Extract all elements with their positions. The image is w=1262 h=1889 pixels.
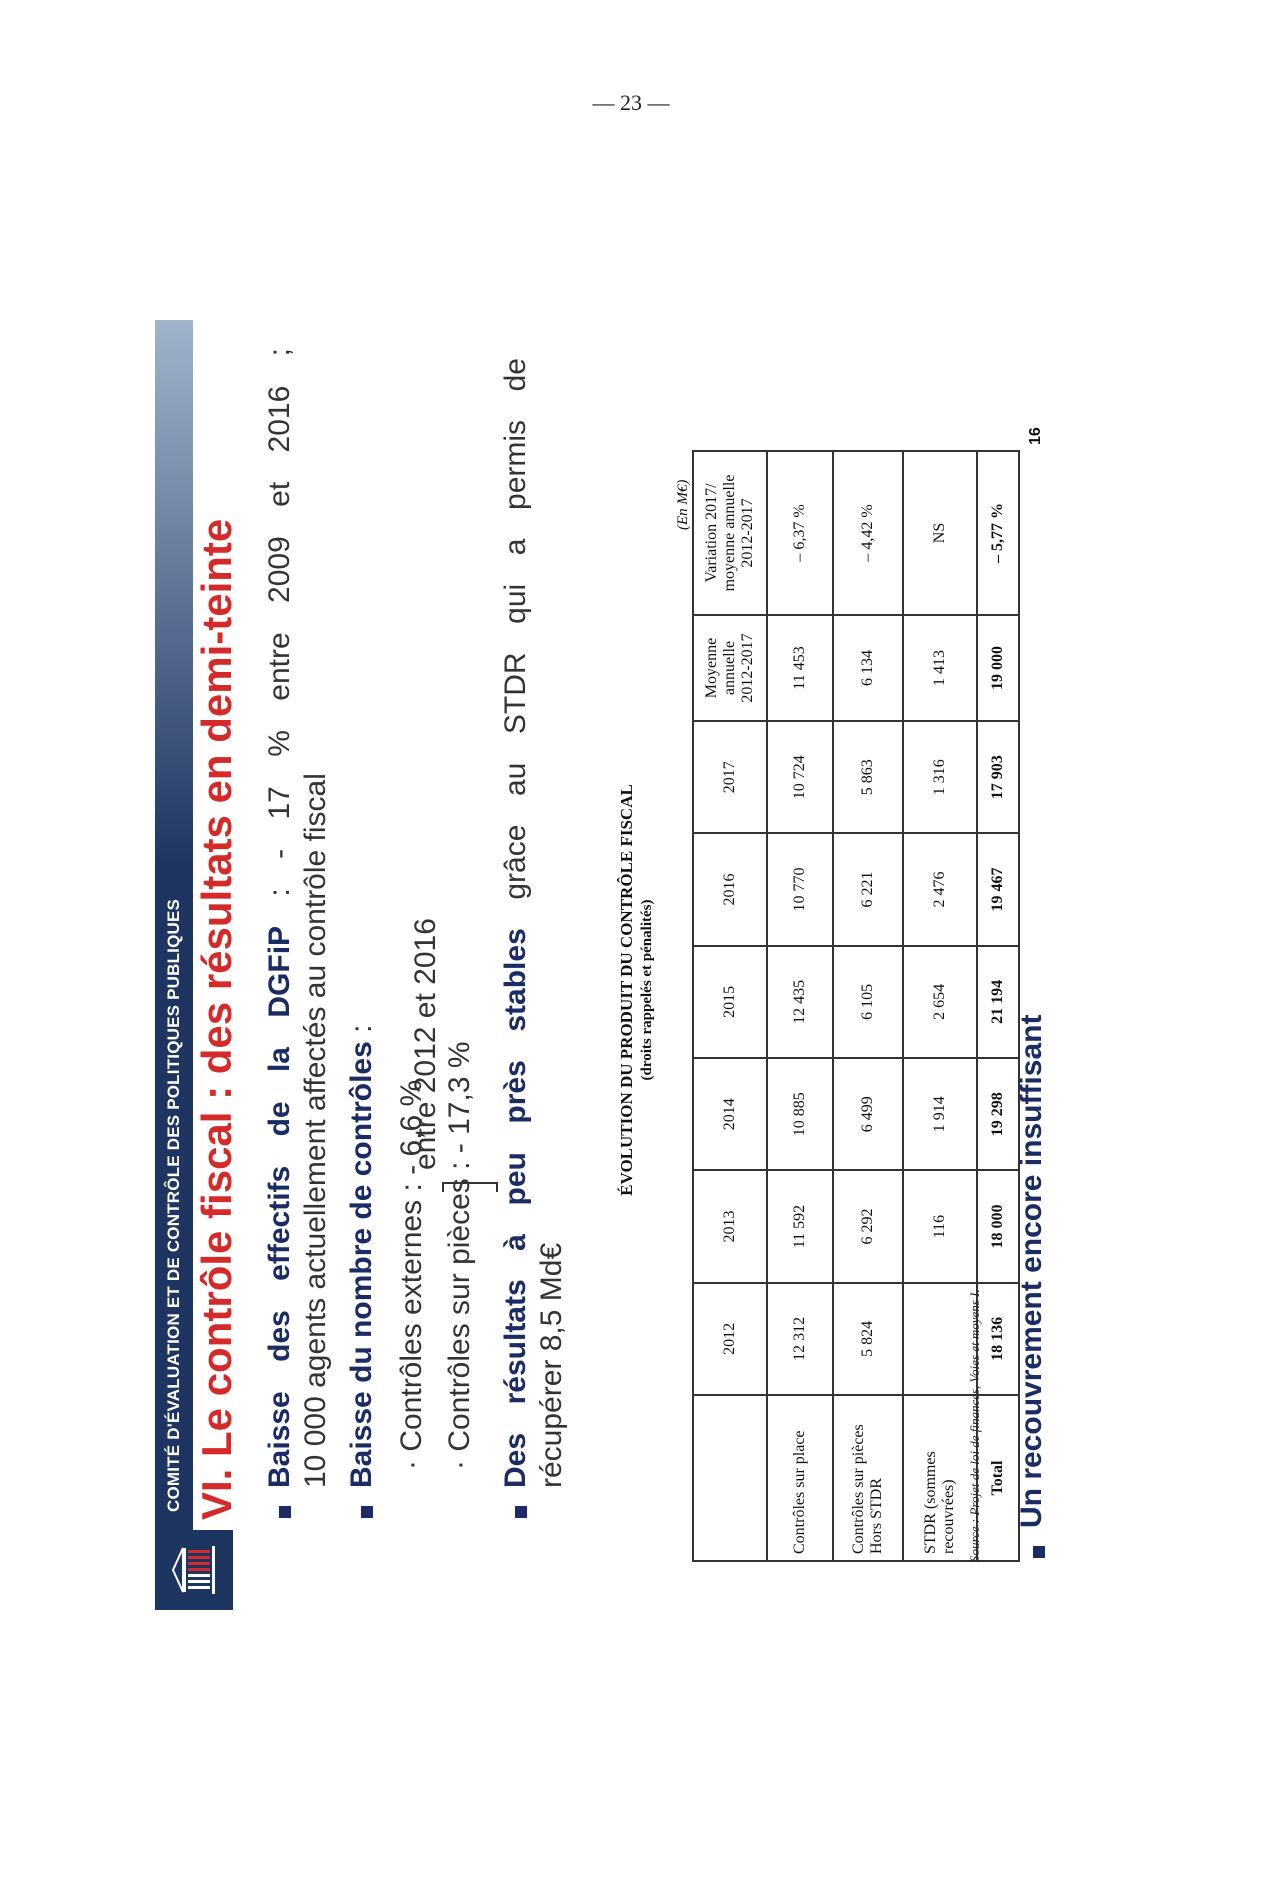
table-cell: STDR (sommes recouvrées) bbox=[903, 1395, 977, 1561]
table-header-cell: Moyenne annuelle 2012-2017 bbox=[693, 615, 767, 721]
table-cell: 2 654 bbox=[903, 946, 977, 1058]
table-cell: Contrôles sur pièces Hors STDR bbox=[833, 1395, 903, 1561]
table-header-cell: 2017 bbox=[693, 721, 767, 833]
slide bbox=[155, 320, 1085, 1610]
table-total-row bbox=[977, 451, 1019, 1561]
table-cell: 1 413 bbox=[903, 615, 977, 721]
table-cell: 18 136 bbox=[977, 1283, 1019, 1395]
table-source: Source : Projet de loi de finances, Voies et moyens I. bbox=[967, 1289, 982, 1562]
bullet-marker bbox=[1033, 1546, 1045, 1558]
table-unit: (En M€) bbox=[675, 479, 691, 530]
table-cell: 19 298 bbox=[977, 1058, 1019, 1170]
table-header-cell: 2012 bbox=[693, 1283, 767, 1395]
table-cell: 17 903 bbox=[977, 721, 1019, 833]
table-cell: – 6,37 % bbox=[767, 451, 833, 615]
bullet-1-line-2: 10 000 agents actuellement affectés au contrôle fiscal bbox=[299, 773, 332, 1488]
table-cell bbox=[903, 1283, 977, 1395]
table-cell: 6 292 bbox=[833, 1170, 903, 1282]
table-header-cell: 2014 bbox=[693, 1058, 767, 1170]
bullet-marker bbox=[515, 1506, 527, 1518]
table-cell: 10 885 bbox=[767, 1058, 833, 1170]
table-cell: 19 000 bbox=[977, 615, 1019, 721]
table-cell: 2 476 bbox=[903, 833, 977, 945]
bullet-3-rest: grâce au STDR qui a permis de bbox=[499, 358, 532, 929]
bracket-text: entre 2012 et 2016 bbox=[409, 918, 442, 1170]
table-cell: 5 824 bbox=[833, 1283, 903, 1395]
table-cell: 11 453 bbox=[767, 615, 833, 721]
bullet-2-line bbox=[345, 1025, 379, 1488]
table-cell: Total bbox=[977, 1395, 1019, 1561]
table-cell: 116 bbox=[903, 1170, 977, 1282]
table-row bbox=[833, 451, 903, 1561]
table-cell: 12 435 bbox=[767, 946, 833, 1058]
table-cell: NS bbox=[903, 451, 977, 615]
bullet-1-rest: : - 17 % entre 2009 et 2016 ; bbox=[263, 347, 296, 926]
table-cell: 6 221 bbox=[833, 833, 903, 945]
table-cell: 12 312 bbox=[767, 1283, 833, 1395]
table-header-cell: 2013 bbox=[693, 1170, 767, 1282]
bullet-4-line bbox=[1015, 1015, 1049, 1528]
table-title: ÉVOLUTION DU PRODUIT DU CONTRÔLE FISCAL bbox=[617, 784, 636, 1196]
table-header-cell: 2015 bbox=[693, 946, 767, 1058]
table-row bbox=[767, 451, 833, 1561]
table-cell: 11 592 bbox=[767, 1170, 833, 1282]
bullet-marker bbox=[361, 1506, 373, 1518]
assembly-logo bbox=[155, 1530, 233, 1610]
table-cell: 18 000 bbox=[977, 1170, 1019, 1282]
bullet-4-bold: Un recouvrement encore insuffisant bbox=[1015, 1014, 1048, 1528]
table-subtitle: (droits rappelés et pénalités) bbox=[639, 899, 655, 1081]
table-cell: 1 316 bbox=[903, 721, 977, 833]
slide-title: VI. Le contrôle fiscal : des résultats en demi-teinte bbox=[193, 518, 240, 1520]
table-cell: 5 863 bbox=[833, 721, 903, 833]
bracket bbox=[442, 1182, 498, 1192]
sub-bullet-pieces: · Contrôles sur pièces : - 17,3 % bbox=[443, 1041, 476, 1470]
bullet-1-line-1 bbox=[263, 348, 297, 1488]
bullet-1-bold: Baisse des effectifs de la DGFiP bbox=[263, 925, 296, 1488]
table-header-cell: 2016 bbox=[693, 833, 767, 945]
slide-number: 16 bbox=[1027, 427, 1044, 445]
table-cell: – 5,77 % bbox=[977, 451, 1019, 615]
sub-bullet-externes: · Contrôles externes : - 6,6 % bbox=[395, 1079, 428, 1470]
table-cell: 10 770 bbox=[767, 833, 833, 945]
bullet-2-bold: Baisse du nombre de contrôles bbox=[345, 1041, 378, 1488]
bullet-3-line-1 bbox=[499, 358, 533, 1488]
table-cell: Contrôles sur place bbox=[767, 1395, 833, 1561]
header-band bbox=[155, 320, 193, 1530]
bullet-marker bbox=[279, 1506, 291, 1518]
table-cell: 19 467 bbox=[977, 833, 1019, 945]
table-cell: 6 499 bbox=[833, 1058, 903, 1170]
table-cell: 10 724 bbox=[767, 721, 833, 833]
table-cell: 6 134 bbox=[833, 615, 903, 721]
bullet-2-rest: : bbox=[345, 1024, 378, 1042]
table-cell: 1 914 bbox=[903, 1058, 977, 1170]
bullet-3-line-2: récupérer 8,5 Md€ bbox=[535, 1242, 568, 1488]
parliament-icon bbox=[169, 1542, 219, 1598]
table-cell: – 4,42 % bbox=[833, 451, 903, 615]
page-number: — 23 — bbox=[592, 90, 670, 115]
table-header-cell: Variation 2017/ moyenne annuelle 2012-2017 bbox=[693, 451, 767, 615]
table-header-row bbox=[693, 451, 767, 1561]
bullet-3-bold: Des résultats à peu près stables bbox=[499, 928, 532, 1488]
table-header-cell bbox=[693, 1395, 767, 1561]
header-text: COMITÉ D'ÉVALUATION ET DE CONTRÔLE DES POLITIQUES PUBLIQUES bbox=[164, 898, 183, 1512]
table-cell: 21 194 bbox=[977, 946, 1019, 1058]
table-row bbox=[903, 451, 977, 1561]
table-cell: 6 105 bbox=[833, 946, 903, 1058]
